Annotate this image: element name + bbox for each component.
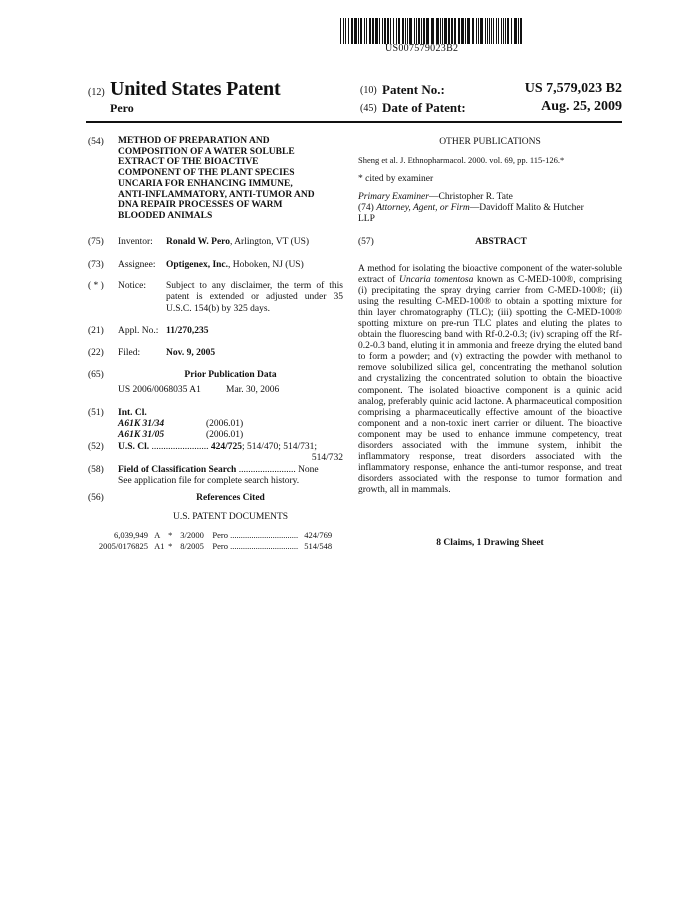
attorney <box>358 203 584 214</box>
barcode-bar <box>372 18 374 44</box>
ref-kind: A <box>154 530 161 540</box>
us-patent-documents-heading: U.S. PATENT DOCUMENTS <box>172 512 289 522</box>
title-line: ANTI-INFLAMMATORY, ANTI-TUMOR AND <box>118 189 315 200</box>
date-of-patent: Aug. 25, 2009 <box>541 99 622 114</box>
abstract-part: A method for isolating the bioactive component of the water-soluble extract of <box>358 264 622 286</box>
barcode-bar <box>409 18 412 44</box>
uscl-rest: ; 514/470; 514/731; <box>242 442 317 452</box>
barcode-bar <box>360 18 362 44</box>
notice-text <box>166 281 343 315</box>
barcode-bar <box>436 18 439 44</box>
code-10: (10) <box>360 85 377 96</box>
barcode-bar <box>366 18 367 44</box>
barcode-bar <box>390 18 391 44</box>
barcode-bar <box>351 18 353 44</box>
title-line: UNCARIA FOR ENHANCING IMMUNE, <box>118 178 293 189</box>
barcode-bar <box>382 18 383 44</box>
abstract-text <box>358 264 622 496</box>
inventor-field <box>166 237 309 248</box>
barcode-bar <box>345 18 346 44</box>
barcode-bar <box>379 18 380 44</box>
inventor-code: (75) <box>88 237 104 247</box>
refs-code: (56) <box>88 493 104 503</box>
field-value: None <box>298 465 319 475</box>
assignee-location: , Hoboken, NJ (US) <box>228 260 304 270</box>
notice-code: ( * ) <box>88 281 104 291</box>
barcode-bar <box>418 18 420 44</box>
ref-number: 6,039,949 <box>114 530 148 540</box>
title-line: METHOD OF PREPARATION AND <box>118 136 270 146</box>
notice-line: U.S.C. 154(b) by 325 days. <box>166 303 270 314</box>
patent-number-label: Patent No.: <box>382 82 445 97</box>
ref-class: 514/548 <box>304 541 333 551</box>
barcode-bar <box>489 18 490 44</box>
barcode-bar <box>511 18 512 44</box>
barcode-number: US007579023B2 <box>385 43 459 54</box>
abstract-species: Uncaria tomentosa <box>399 275 474 286</box>
barcode-bar <box>458 18 460 44</box>
barcode-bar <box>498 18 499 44</box>
appl-label: Appl. No.: <box>118 326 159 336</box>
primary-examiner-name: —Christopher R. Tate <box>428 192 513 202</box>
ref-name: Pero <box>212 530 228 540</box>
field-dots: ........................ <box>238 465 296 475</box>
intcl-class: A61K 31/05 <box>118 430 165 440</box>
ref-star: * <box>168 541 173 551</box>
ref-dots: ................................ <box>230 541 299 551</box>
barcode-bar <box>444 18 447 44</box>
barcode-bar <box>507 18 509 44</box>
ref-dots: ................................ <box>230 530 299 540</box>
barcode-bar <box>407 18 408 44</box>
assignee-field <box>166 260 304 271</box>
barcode-bar <box>480 18 483 44</box>
barcode-bar <box>485 18 486 44</box>
barcode-bar <box>448 18 450 44</box>
title-code: (54) <box>88 137 104 147</box>
barcode-bar <box>520 18 522 44</box>
prior-publication-heading: Prior Publication Data <box>184 370 277 380</box>
attorney-code: (74) <box>358 203 374 213</box>
intcl-class: A61K 31/34 <box>118 419 165 429</box>
date-of-patent-label: Date of Patent: <box>382 100 466 115</box>
attorney-name: —Davidoff Malito & Hutcher <box>469 203 584 213</box>
barcode-bar <box>493 18 494 44</box>
barcode-bar <box>467 18 470 44</box>
appl-code: (21) <box>88 326 104 336</box>
other-publications-heading: OTHER PUBLICATIONS <box>439 137 541 147</box>
ref-kind: A1 <box>154 541 165 551</box>
uscl-line <box>118 442 343 453</box>
filed-code: (22) <box>88 348 104 358</box>
title-line: COMPOSITION OF A WATER SOLUBLE <box>118 146 295 157</box>
barcode-bar <box>414 18 415 44</box>
barcode-bar <box>487 18 488 44</box>
barcode-bar <box>375 18 378 44</box>
prior-code: (65) <box>88 370 104 380</box>
document-type-title: United States Patent <box>110 78 281 100</box>
appl-number: 11/270,235 <box>166 326 209 336</box>
assignee-code: (73) <box>88 260 104 270</box>
header-rule <box>86 121 622 123</box>
barcode-bar <box>354 18 357 44</box>
code-12: (12) <box>88 87 105 98</box>
references-heading: References Cited <box>196 493 265 503</box>
assignee-label: Assignee: <box>118 260 156 270</box>
title-line: BLOODED ANIMALS <box>118 210 213 221</box>
prior-publication-date: Mar. 30, 2006 <box>226 385 280 395</box>
barcode-bar <box>496 18 497 44</box>
barcode-bar <box>343 18 344 44</box>
barcode-bar <box>431 18 434 44</box>
inventor-location: , Arlington, VT (US) <box>229 237 310 247</box>
barcode-bar <box>387 18 389 44</box>
field-note: See application file for complete search history. <box>118 476 300 486</box>
uscl-line2: 514/732 <box>311 453 343 463</box>
cited-by-examiner-note: * cited by examiner <box>358 174 434 184</box>
prior-publication-number: US 2006/0068035 A1 <box>118 385 201 395</box>
filed-date: Nov. 9, 2005 <box>166 348 216 358</box>
barcode-bar <box>340 18 341 44</box>
filed-label: Filed: <box>118 348 141 358</box>
uscl-dots: ........................ <box>151 442 209 452</box>
barcode-bar <box>454 18 456 44</box>
barcode-bar <box>505 18 506 44</box>
table-row <box>86 530 344 541</box>
barcode-bar <box>476 18 477 44</box>
barcode-bar <box>451 18 453 44</box>
table-row <box>86 541 344 552</box>
barcode-bar <box>416 18 417 44</box>
ref-date: 3/2000 <box>180 530 204 540</box>
invention-title <box>118 136 343 222</box>
intcl-code: (51) <box>88 408 104 418</box>
barcode <box>340 18 522 44</box>
inventor-short-name: Pero <box>110 101 134 115</box>
barcode-bar <box>421 18 422 44</box>
barcode-bar <box>405 18 406 44</box>
intcl-version: (2006.01) <box>206 430 244 440</box>
barcode-bar <box>465 18 466 44</box>
barcode-bar <box>478 18 479 44</box>
barcode-bar <box>364 18 365 44</box>
barcode-bar <box>518 18 519 44</box>
barcode-bar <box>384 18 386 44</box>
ref-number: 2005/0176825 <box>98 541 148 551</box>
field-label: Field of Classification Search <box>118 465 237 475</box>
uscl-main: 424/725 <box>210 442 243 452</box>
code-45: (45) <box>360 103 377 114</box>
intcl-label: Int. Cl. <box>118 408 147 418</box>
title-line: EXTRACT OF THE BIOACTIVE <box>118 157 259 168</box>
title-line: DNA REPAIR PROCESSES OF WARM <box>118 200 283 211</box>
inventor-label: Inventor: <box>118 237 153 247</box>
barcode-bar <box>393 18 394 44</box>
attorney-label: Attorney, Agent, or Firm <box>376 203 470 213</box>
intcl-version: (2006.01) <box>206 419 244 429</box>
ref-date: 8/2005 <box>180 541 204 551</box>
abstract-part: known as C-MED-100®, comprising (i) precipitating the spray drying carrier from C-MED-100®; (ii) using the resulting C-MED-100® to obtain a spotting mixture for thin layer chromatography (TLC); (iii) spotting the C-MED-100® spotting mixture on pre-run TLC plates and eluting the plates to obtain the fluorescing band with Rf-0.2-0.3; (iv) scraping off the Rf-0.2-0.3 band, eluting it in ammonia and freeze drying the eluted band to form a powder; and (v) extracting the powder with methanol to remove solubilized silica gel, concentrating the methanol solution and crystalizing the concentrated solution to obtain the bioactive component. The isolated bioactive component is a quinic acid analog, preferably quinic acid lactone. A pharmaceutical composition comprising a pharmaceutically effective amount of the bioactive component and a non-toxic inert carrier or diluent. The bioactive component may be used to enhance immune competency, treat disorders associated with the immune system, inhibit the inflammatory response, treat disorders associated with the inflammatory response, enhance the anti-tumor response, and treat disorders associated with the response to tumor formation and growth, all in mammals. <box>358 275 622 495</box>
barcode-bar <box>348 18 349 44</box>
primary-examiner <box>358 192 513 203</box>
ref-name: Pero <box>212 541 228 551</box>
abstract-code: (57) <box>358 237 374 247</box>
barcode-bar <box>503 18 504 44</box>
barcode-bar <box>369 18 371 44</box>
field-line <box>118 465 343 476</box>
barcode-bar <box>472 18 474 44</box>
patent-number: US 7,579,023 B2 <box>524 81 622 96</box>
barcode-bar <box>402 18 404 44</box>
barcode-bar <box>398 18 400 44</box>
ref-star: * <box>168 530 173 540</box>
primary-examiner-label: Primary Examiner <box>358 192 429 202</box>
barcode-bar <box>514 18 517 44</box>
barcode-bar <box>442 18 443 44</box>
barcode-bar <box>491 18 492 44</box>
barcode-bar <box>396 18 397 44</box>
field-code: (58) <box>88 465 104 475</box>
notice-label: Notice: <box>118 281 146 291</box>
assignee-name: Optigenex, Inc. <box>166 260 229 270</box>
other-publication: Sheng et al. J. Ethnopharmacol. 2000. vol. 69, pp. 115-126.* <box>358 155 565 165</box>
barcode-bar <box>423 18 425 44</box>
attorney-name-line2: LLP <box>358 214 375 224</box>
barcode-bar <box>461 18 464 44</box>
uscl-label: U.S. Cl. <box>118 442 150 452</box>
abstract-heading: ABSTRACT <box>475 237 527 247</box>
barcode-bar <box>501 18 502 44</box>
uscl-code: (52) <box>88 442 104 452</box>
claims-summary: 8 Claims, 1 Drawing Sheet <box>436 538 544 548</box>
barcode-bar <box>426 18 429 44</box>
ref-class: 424/769 <box>304 530 333 540</box>
inventor-name: Ronald W. Pero <box>166 237 230 247</box>
barcode-bar <box>358 18 359 44</box>
barcode-bar <box>440 18 441 44</box>
notice-line: Subject to any disclaimer, the term of this <box>166 281 343 291</box>
notice-line: patent is extended or adjusted under 35 <box>166 292 343 303</box>
title-line: COMPONENT OF THE PLANT SPECIES <box>118 168 295 179</box>
